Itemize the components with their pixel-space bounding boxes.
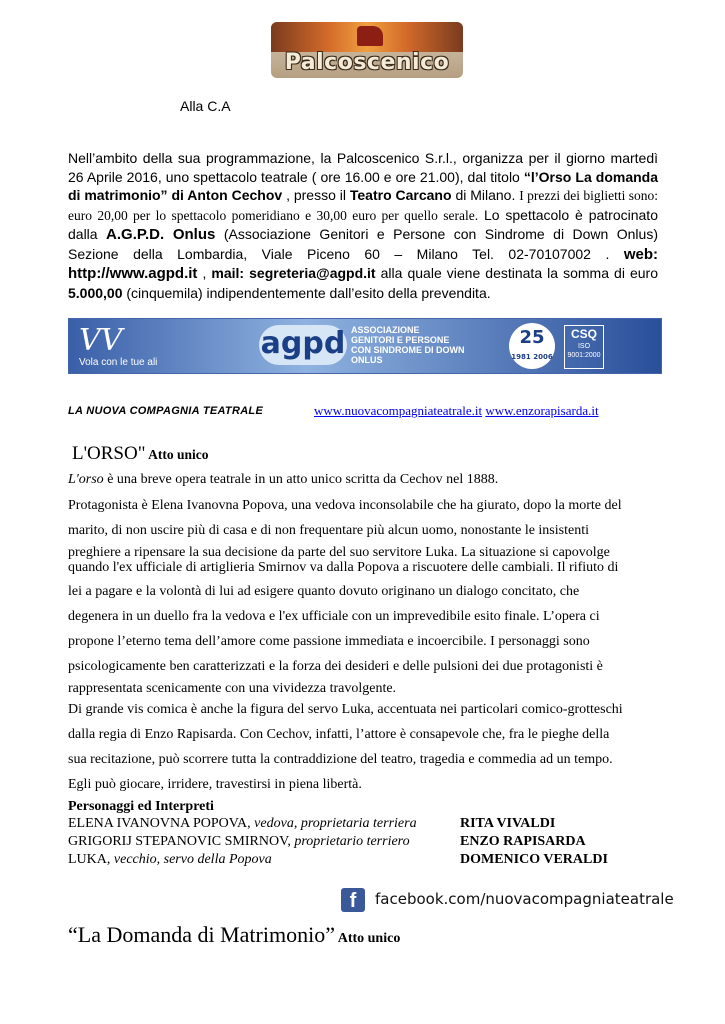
orso-line: lei a pagare e la volontà di lui ad esigere quanto dovuto originano un dialogo concitato, che (68, 584, 580, 599)
cert-sub: ISO 9001:2000 (567, 343, 601, 359)
orso-line: propone l’eterno tema dell’amore come passione immediata e incoercibile. I personaggi sono (68, 634, 590, 649)
intro-text-4: Lo spettacolo è patrocinato dalla (68, 206, 658, 242)
character-role: proprietario terriero (294, 834, 410, 849)
company-links (314, 403, 599, 419)
domanda-title: “La Domanda di Matrimonio” (68, 922, 335, 947)
agpd-logo: agpd (259, 325, 347, 365)
anniversary-badge (509, 323, 555, 369)
org-name: A.G.P.D. Onlus (106, 226, 216, 243)
assoc-name (351, 325, 501, 365)
donation-amount: 5.000,00 (68, 284, 123, 301)
intro-text-6: , (197, 265, 212, 281)
orso-subtitle: Atto unico (145, 447, 209, 462)
orso-line: sua recitazione, può scorrere tutta la contraddizione del teatro, tragedia e commedia ad un tempo. (68, 752, 613, 767)
cast-row (68, 852, 272, 868)
orso-line: preghiere a ripensare la sua decisione da parte del suo servitore Luka. La situazione si capovolge (68, 545, 610, 560)
orso-line: psicologicamente ben caratterizzati e la forza dei desideri e delle pulsioni dei due protagonisti è (68, 659, 603, 674)
orso-line: degenera in un duello fra la vedova e l'ex ufficiale con un imprevedibile esito finale. L’opera ci (68, 609, 600, 624)
show-title: “l’Orso La domanda di matrimonio” di Anton Cechov (68, 168, 658, 203)
orso-line: marito, di non uscire più di casa e di non frequentare più alcun uomo, nonostante le insistenti (68, 523, 589, 538)
orso-line: L'orso è una breve opera teatrale in un atto unico scritta da Cechov nel 1888. (68, 472, 499, 487)
cast-row (68, 816, 417, 832)
csq-certification-badge (564, 325, 604, 369)
orso-line: dalla regia di Enzo Rapisarda. Con Cechov, infatti, l’attore è consapevole che, fra le pieghe della (68, 727, 610, 742)
cert-name: CSQ (570, 327, 597, 341)
intro-text-8: (cinquemila) indipendentemente dall’esito della prevendita. (122, 284, 491, 301)
agpd-banner (68, 318, 662, 374)
intro-text-5: (Associazione Genitori e Persone con Sindrome di Down Onlus) Sezione della Lombardia, Viale Piceno 60 – Milano Tel. 02-70107002 . (68, 226, 658, 262)
company-link[interactable]: www.nuovacompagniateatrale.it (314, 403, 483, 418)
intro-paragraph (68, 149, 658, 302)
anniversary-number: 25 (519, 327, 545, 348)
rapisarda-link[interactable]: www.enzorapisarda.it (485, 403, 599, 418)
orso-line: Egli può giocare, irridere, travestirsi in piena libertà. (68, 777, 362, 792)
bull-figure-icon (357, 26, 383, 46)
palcoscenico-logo (271, 22, 463, 78)
web-link[interactable]: web: http://www.agpd.it (68, 245, 658, 282)
assoc-line: ASSOCIAZIONE (351, 325, 420, 335)
character-name: LUKA, (68, 852, 114, 867)
orso-line: rappresentata scenicamente con una vividezza travolgente. (68, 681, 397, 696)
intro-text-7: alla quale viene destinata la somma di euro (375, 265, 658, 281)
vv-logo-icon: VV (79, 323, 123, 358)
domanda-heading (68, 922, 400, 948)
banner-tagline: Vola con le tue ali (79, 357, 158, 368)
character-name: ELENA IVANOVNA POPOVA, (68, 816, 255, 831)
domanda-subtitle: Atto unico (334, 931, 401, 946)
actor-name: DOMENICO VERALDI (460, 852, 608, 867)
character-role: vecchio, servo della Popova (113, 852, 272, 867)
assoc-line: GENITORI E PERSONE (351, 335, 450, 345)
mail-link[interactable]: mail: segreteria@agpd.it (211, 265, 376, 281)
ticket-prices: I prezzi dei biglietti sono: euro 20,00 per lo spettacolo pomeridiano e 30,00 euro per quello serale. (68, 188, 658, 223)
actor-name: RITA VIVALDI (460, 816, 556, 831)
character-name: GRIGORIJ STEPANOVIC SMIRNOV, (68, 834, 295, 849)
facebook-url[interactable]: facebook.com/nuovacompagniateatrale (375, 890, 674, 908)
intro-text-2: , presso il (282, 187, 350, 203)
orso-line: Protagonista è Elena Ivanovna Popova, una vedova inconsolabile che ha giurato, dopo la morte del (68, 498, 622, 513)
facebook-icon: f (341, 888, 365, 912)
venue: Teatro Carcano (349, 187, 452, 203)
character-role: vedova, proprietaria terriera (254, 816, 417, 831)
intro-text-1: Nell’ambito della sua programmazione, la Palcoscenico S.r.l., organizza per il giorno martedì 26 Aprile 2016, uno spettacolo teatrale ( ore 16.00 e ore 21.00), dal titolo (68, 150, 658, 185)
company-name: LA NUOVA COMPAGNIA TEATRALE (68, 405, 264, 417)
orso-line: Di grande vis comica è anche la figura del servo Luka, accentuata nei particolari comico-grotteschi (68, 702, 623, 717)
anniversary-years: 1981 2006 (511, 353, 553, 361)
intro-text-3: di Milano. (451, 187, 520, 203)
assoc-line: ONLUS (351, 355, 383, 365)
actor-name: ENZO RAPISARDA (460, 834, 586, 849)
orso-line: quando l'ex ufficiale di artiglieria Smirnov va dalla Popova a riscuotere delle cambiali. Il rifiuto di (68, 560, 619, 575)
logo-text: Palcoscenico (284, 50, 450, 75)
cast-heading: Personaggi ed Interpreti (68, 799, 214, 814)
greeting: Alla C.A (180, 98, 231, 114)
assoc-line: CON SINDROME DI DOWN (351, 345, 465, 355)
orso-title: L'ORSO" (72, 443, 146, 464)
cast-row (68, 834, 410, 850)
orso-heading (72, 443, 208, 465)
